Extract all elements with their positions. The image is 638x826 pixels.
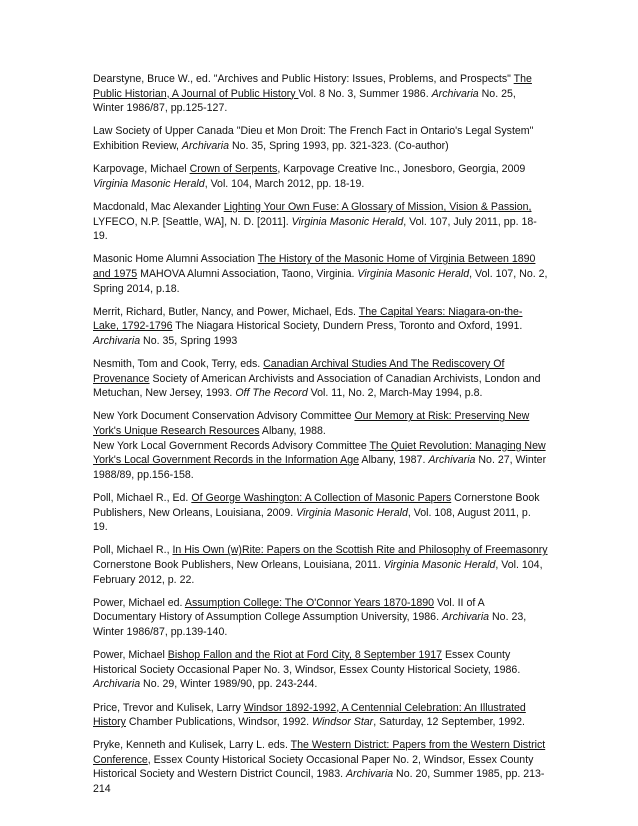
entry-line	[93, 200, 548, 244]
journal-name: Virginia Masonic Herald	[296, 506, 408, 519]
bibliography-entry	[93, 738, 548, 796]
work-title: The Western District: Papers from the Western District Conference	[93, 739, 546, 766]
journal-name: Virginia Masonic Herald	[383, 558, 496, 571]
journal-name: Archivaria	[441, 611, 490, 624]
journal-name: Windsor Star	[312, 716, 374, 729]
citation-text: Nesmith, Tom and Cook, Terry, eds.	[93, 358, 264, 371]
work-title: Canadian Archival Studies And The Rediscovery Of Provenance	[93, 358, 505, 385]
journal-name: Archivaria	[93, 678, 141, 691]
journal-name: Off The Record	[235, 387, 308, 400]
citation-text: New York Local Government Records Advisory Committee	[93, 439, 370, 452]
citation-text: Power, Michael ed.	[93, 596, 185, 609]
citation-text: , Saturday, 12 September, 1992.	[373, 716, 525, 729]
bibliography-entry	[93, 72, 548, 116]
bibliography-entry	[93, 596, 548, 640]
work-title: Windsor 1892-1992, A Centennial Celebration: An Illustrated History	[93, 701, 526, 729]
citation-text: Price, Trevor and Kulisek, Larry	[93, 701, 244, 714]
citation-text: The Niagara Historical Society, Dundern Press, Toronto and Oxford, 1991.	[172, 320, 523, 333]
work-title: The Public Historian, A Journal of Public History	[93, 73, 532, 100]
entry-line	[93, 357, 548, 401]
citation-text: , Vol. 107, No. 2, Spring 2014, p.18.	[93, 267, 548, 295]
work-title: Lighting Your Own Fuse: A Glossary of Mission, Vision & Passion,	[223, 200, 532, 213]
work-title: Crown of Serpents	[189, 163, 278, 176]
entry-line	[93, 491, 548, 535]
citation-text: MAHOVA Alumni Association, Taono, Virginia.	[137, 267, 358, 280]
citation-text: No. 20, Summer 1985, pp. 213-214	[93, 768, 545, 796]
citation-text: Poll, Michael R., Ed.	[93, 492, 192, 504]
citation-text: No. 25, Winter 1986/87, pp.125-127.	[93, 87, 516, 115]
journal-name: Archivaria	[181, 139, 230, 152]
citation-text: Vol. II of A Documentary History of Assumption College Assumption University, 1986.	[93, 596, 485, 624]
bibliography-entry	[93, 701, 548, 730]
citation-text: , Vol. 104, March 2012, pp. 18-19.	[204, 177, 365, 190]
citation-text: No. 35, Spring 1993, pp. 321-323. (Co-author)	[229, 139, 449, 152]
citation-text: Vol. 11, No. 2, March-May 1994, p.8.	[307, 387, 483, 400]
journal-name: Archivaria	[345, 768, 394, 781]
citation-text: Power, Michael	[93, 649, 168, 662]
citation-text: , Vol. 108, August 2011, p. 19.	[93, 506, 531, 534]
citation-text: No. 23, Winter 1986/87, pp.139-140.	[93, 611, 527, 638]
work-title: Our Memory at Risk: Preserving New York's Unique Research Resources	[93, 410, 530, 438]
work-title: Of George Washington: A Collection of Masonic Papers	[191, 492, 452, 504]
entry-line	[93, 305, 548, 349]
citation-text: Chamber Publications, Windsor, 1992.	[125, 716, 313, 729]
bibliography-entry	[93, 648, 548, 692]
work-title: Bishop Fallon and the Riot at Ford City, 8 September 1917	[167, 649, 442, 662]
citation-text: , Karpovage Creative Inc., Jonesboro, Georgia, 2009	[277, 163, 526, 176]
citation-text: Dearstyne, Bruce W., ed. "Archives and Public History: Issues, Problems, and Prospects"	[93, 73, 514, 85]
citation-text: Merrit, Richard, Butler, Nancy, and Power, Michael, Eds.	[93, 305, 359, 318]
bibliography-entry	[93, 491, 548, 535]
journal-name: Virginia Masonic Herald	[291, 215, 404, 228]
entry-line	[93, 738, 548, 796]
citation-text: Pryke, Kenneth and Kulisek, Larry L. eds.	[93, 739, 291, 752]
citation-text: Cornerstone Book Publishers, New Orleans, Louisiana, 2009.	[93, 492, 540, 519]
bibliography-entry	[93, 124, 548, 153]
journal-name: Virginia Masonic Herald	[93, 177, 205, 190]
bibliography-entry	[93, 252, 548, 296]
citation-text: Vol. 8 No. 3, Summer 1986.	[298, 87, 432, 100]
citation-text: , Essex County Historical Society Occasional Paper No. 2, Windsor, Essex County Historical Society and Western District Council, 1983.	[93, 753, 534, 781]
bibliography-page	[93, 72, 548, 805]
citation-text: Poll, Michael R.,	[93, 544, 173, 557]
entry-line	[93, 124, 548, 153]
citation-text: , Vol. 107, July 2011, pp. 18-19.	[93, 215, 537, 243]
work-title: The History of the Masonic Home of Virginia Between 1890 and 1975	[93, 253, 536, 280]
citation-text: , Vol. 104, February 2012, p. 22.	[93, 558, 543, 586]
citation-text: New York Document Conservation Advisory Committee	[93, 410, 355, 423]
bibliography-entry	[93, 200, 548, 244]
citation-text: Albany, 1987.	[359, 454, 429, 467]
entry-line	[93, 701, 548, 730]
citation-text: No. 29, Winter 1989/90, pp. 243-244.	[140, 678, 318, 691]
citation-text: Society of American Archivists and Association of Canadian Archivists, London and Metuchan, New Jersey, 1993.	[93, 372, 541, 400]
citation-text: Law Society of Upper Canada "Dieu et Mon Droit: The French Fact in Ontario's Legal System" Exhibition Review,	[93, 125, 534, 152]
citation-text: Cornerstone Book Publishers, New Orleans, Louisiana, 2011.	[93, 558, 384, 571]
work-title: The Capital Years: Niagara-on-the-Lake, 1792-1796	[93, 305, 523, 333]
bibliography-entry	[93, 162, 548, 191]
bibliography-entry	[93, 357, 548, 401]
entry-line	[93, 72, 548, 116]
entry-line	[93, 439, 548, 483]
citation-text: No. 27, Winter 1988/89, pp.156-158.	[93, 454, 547, 481]
journal-name: Archivaria	[93, 334, 141, 347]
citation-text: Macdonald, Mac Alexander	[93, 200, 224, 213]
work-title: In His Own (w)Rite: Papers on the Scottish Rite and Philosophy of Freemasonry	[172, 544, 548, 557]
entry-line	[93, 162, 548, 191]
entry-line	[93, 409, 548, 438]
citation-text: Albany, 1988.	[259, 425, 326, 438]
journal-name: Archivaria	[428, 454, 476, 467]
citation-text: No. 35, Spring 1993	[140, 334, 238, 347]
bibliography-entry	[93, 409, 548, 482]
journal-name: Archivaria	[431, 87, 479, 100]
entry-line	[93, 543, 548, 587]
entry-line	[93, 648, 548, 692]
citation-text: Karpovage, Michael	[93, 163, 190, 176]
citation-text: Essex County Historical Society Occasional Paper No. 3, Windsor, Essex County Historical Society, 1986.	[93, 649, 521, 676]
entry-line	[93, 252, 548, 296]
citation-text: Masonic Home Alumni Association	[93, 253, 258, 266]
bibliography-entry	[93, 543, 548, 587]
bibliography-entry	[93, 305, 548, 349]
citation-text: LYFECO, N.P. [Seattle, WA], N. D. [2011].	[93, 215, 292, 228]
journal-name: Virginia Masonic Herald	[357, 267, 470, 280]
work-title: The Quiet Revolution: Managing New York's Local Government Records in the Information Age	[93, 439, 546, 467]
work-title: Assumption College: The O'Connor Years 1870-1890	[184, 596, 435, 609]
entry-line	[93, 596, 548, 640]
